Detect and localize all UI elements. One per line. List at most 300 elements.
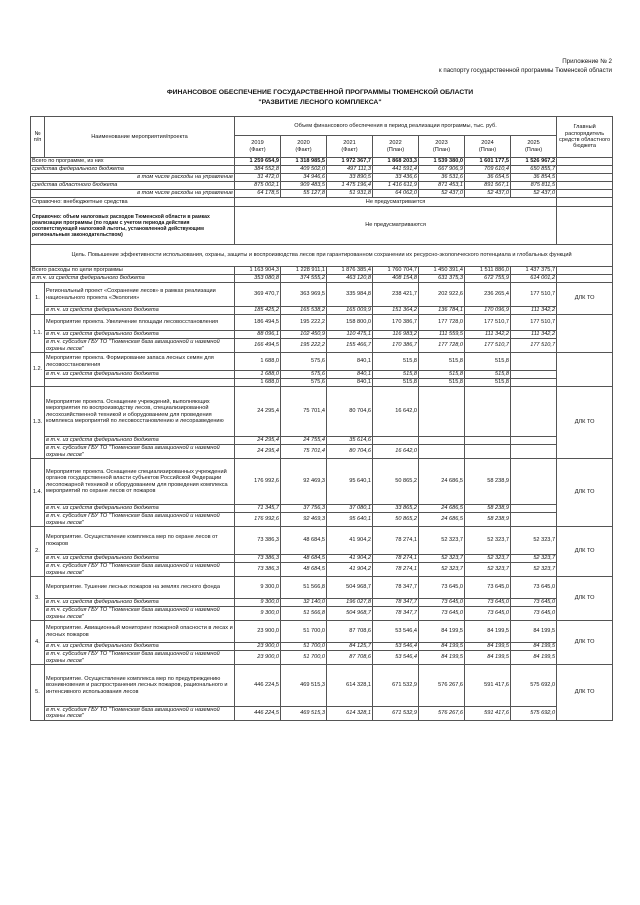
value-cell: 1 437 375,7 <box>511 267 557 275</box>
admin-cell <box>557 267 613 275</box>
value-cell: 1 688,0 <box>235 353 281 371</box>
value-cell: 51 566,8 <box>281 577 327 599</box>
value-cell: 236 265,4 <box>465 283 511 307</box>
item-row <box>31 555 613 563</box>
value-cell: 515,8 <box>465 371 511 379</box>
value-cell: 176 992,6 <box>235 513 281 527</box>
value-cell: 71 345,7 <box>235 505 281 513</box>
value-cell: 75 701,4 <box>281 387 327 437</box>
value-cell: 116 983,2 <box>373 331 419 339</box>
value-cell: 78 274,1 <box>373 527 419 555</box>
value-cell: 110 475,1 <box>327 331 373 339</box>
item-row <box>31 563 613 577</box>
value-cell: 671 532,9 <box>373 665 419 707</box>
year-kind: (Факт) <box>341 146 358 153</box>
value-cell: 671 532,9 <box>373 707 419 721</box>
value-cell: 195 222,2 <box>281 339 327 353</box>
value-cell: 591 417,6 <box>465 665 511 707</box>
value-cell: 78 274,1 <box>373 555 419 563</box>
value-cell: 469 515,3 <box>281 707 327 721</box>
value-cell <box>511 445 557 459</box>
value-cell: 73 645,0 <box>465 577 511 599</box>
value-cell: 1 760 704,7 <box>373 267 419 275</box>
value-cell: 177 728,0 <box>419 339 465 353</box>
value-cell: 48 684,5 <box>281 555 327 563</box>
financing-table <box>30 116 613 721</box>
header-name: Наименование мероприятия/проекта <box>45 117 235 158</box>
value-cell: 515,8 <box>419 379 465 387</box>
value-cell <box>419 437 465 445</box>
admin-cell <box>557 166 613 174</box>
value-cell: 32 140,0 <box>281 599 327 607</box>
value-cell: 515,8 <box>465 353 511 371</box>
summary-row <box>31 166 613 174</box>
value-cell: 24 686,5 <box>419 513 465 527</box>
value-cell: 238 421,7 <box>373 283 419 307</box>
title-line-1: ФИНАНСОВОЕ ОБЕСПЕЧЕНИЕ ГОСУДАРСТВЕННОЙ ПРОГРАММЫ ТЮМЕНСКОЙ ОБЛАСТИ <box>166 89 474 96</box>
value-cell: 155 466,7 <box>327 339 373 353</box>
value-cell: 1 318 985,5 <box>281 158 327 166</box>
value-cell: 48 684,5 <box>281 527 327 555</box>
item-admin: ДЛК ТО <box>557 459 613 527</box>
item-row <box>31 651 613 665</box>
summary-row <box>31 267 613 275</box>
value-cell: 84 199,5 <box>465 643 511 651</box>
value-cell: 73 645,0 <box>511 577 557 599</box>
item-label: в т.ч. субсидия ГБУ ТО "Тюменская база авиационной и наземной охраны лесов" <box>45 445 235 459</box>
value-cell: 52 323,7 <box>465 563 511 577</box>
value-cell: 23 900,0 <box>235 621 281 643</box>
value-cell: 165 009,9 <box>327 307 373 315</box>
item-row <box>31 353 613 371</box>
value-cell: 51 700,0 <box>281 651 327 665</box>
year-kind: (Факт) <box>295 146 312 153</box>
item-label: в т.ч. из средств федерального бюджета <box>45 331 235 339</box>
header-number: № п/п <box>31 117 45 158</box>
value-cell: 41 904,2 <box>327 555 373 563</box>
value-cell: 80 704,6 <box>327 387 373 437</box>
value-cell: 166 494,5 <box>235 339 281 353</box>
value-cell: 58 238,9 <box>465 459 511 505</box>
value-cell: 709 610,4 <box>465 166 511 174</box>
item-admin: ДЛК ТО <box>557 621 613 665</box>
value-cell: 41 904,2 <box>327 527 373 555</box>
item-number: 1.4. <box>31 459 45 527</box>
item-label: Региональный проект «Сохранение лесов» в рамках реализации национального проекта «Экология» <box>45 283 235 307</box>
item-label: в т.ч. субсидия ГБУ ТО "Тюменская база авиационной и наземной охраны лесов" <box>45 563 235 577</box>
item-row <box>31 445 613 459</box>
value-cell: 177 728,0 <box>419 315 465 331</box>
item-row <box>31 513 613 527</box>
value-cell: 84 199,5 <box>511 621 557 643</box>
year-value: 2022 <box>389 140 402 147</box>
value-cell: 24 295,4 <box>235 387 281 437</box>
value-cell: 575 692,0 <box>511 707 557 721</box>
item-label: Мероприятие. Авиационный мониторинг пожарной опасности в лесах и лесных пожаров <box>45 621 235 643</box>
goal-row <box>31 245 613 267</box>
item-row <box>31 331 613 339</box>
header-year-2020 <box>281 136 327 158</box>
document-title <box>0 88 640 107</box>
value-cell: 575,6 <box>281 371 327 379</box>
value-cell: 614 328,1 <box>327 707 373 721</box>
value-cell: 24 755,4 <box>281 437 327 445</box>
value-cell <box>465 387 511 437</box>
value-cell: 84 199,5 <box>511 643 557 651</box>
value-cell: 650 855,7 <box>511 166 557 174</box>
header-year-2025 <box>511 136 557 158</box>
value-cell: 41 904,2 <box>327 563 373 577</box>
year-value: 2021 <box>343 140 356 147</box>
item-number: 1. <box>31 283 45 315</box>
value-cell: 84 199,5 <box>465 651 511 665</box>
header-volume: Объем финансового обеспечения в период реализации программы, тыс. руб. <box>235 117 557 136</box>
value-cell: 363 969,5 <box>281 283 327 307</box>
value-cell: 16 642,0 <box>373 387 419 437</box>
value-cell: 31 472,0 <box>235 174 281 182</box>
value-cell: 111 342,2 <box>465 331 511 339</box>
admin-cell <box>557 182 613 190</box>
value-cell: 1 601 177,5 <box>465 158 511 166</box>
value-cell <box>511 379 557 387</box>
item-row <box>31 599 613 607</box>
value-cell: 73 386,3 <box>235 555 281 563</box>
value-cell: 52 437,0 <box>465 190 511 198</box>
value-cell: 52 437,0 <box>419 190 465 198</box>
value-cell: 515,8 <box>373 371 419 379</box>
item-row <box>31 387 613 437</box>
item-number: 3. <box>31 577 45 621</box>
value-cell: 374 555,2 <box>281 275 327 283</box>
value-cell: 88 096,1 <box>235 331 281 339</box>
value-cell: 463 120,8 <box>327 275 373 283</box>
value-cell: 170 096,9 <box>465 307 511 315</box>
value-cell: 37 756,3 <box>281 505 327 513</box>
value-cell: 33 865,2 <box>373 505 419 513</box>
year-kind: (План) <box>478 146 497 153</box>
reference-row <box>31 198 613 207</box>
item-admin <box>557 315 613 353</box>
row-label: средства областного бюджета <box>31 182 235 190</box>
item-admin: ДЛК ТО <box>557 665 613 721</box>
reference-value: Не предусматривается <box>235 198 557 207</box>
value-cell: 875 811,5 <box>511 182 557 190</box>
item-label: в т.ч. субсидия ГБУ ТО "Тюменская база авиационной и наземной охраны лесов" <box>45 513 235 527</box>
item-label: в т.ч. из средств федерального бюджета <box>45 555 235 563</box>
value-cell: 515,8 <box>419 353 465 371</box>
item-admin <box>557 353 613 387</box>
value-cell <box>511 371 557 379</box>
value-cell: 73 645,0 <box>511 607 557 621</box>
value-cell: 504 968,7 <box>327 607 373 621</box>
item-label: в т.ч. субсидия ГБУ ТО "Тюменская база авиационной и наземной охраны лесов" <box>45 607 235 621</box>
item-row <box>31 643 613 651</box>
item-number: 5. <box>31 665 45 721</box>
value-cell: 36 531,6 <box>419 174 465 182</box>
item-label: в т.ч. субсидия ГБУ ТО "Тюменская база авиационной и наземной охраны лесов" <box>45 339 235 353</box>
value-cell: 170 386,7 <box>373 339 419 353</box>
value-cell: 177 510,7 <box>511 315 557 331</box>
value-cell: 871 453,1 <box>419 182 465 190</box>
summary-row <box>31 158 613 166</box>
title-line-2: "РАЗВИТИЕ ЛЕСНОГО КОМПЛЕКСА" <box>258 98 382 106</box>
value-cell: 84 199,5 <box>511 651 557 665</box>
value-cell: 469 515,3 <box>281 665 327 707</box>
value-cell: 1 259 654,9 <box>235 158 281 166</box>
value-cell <box>511 387 557 437</box>
summary-row <box>31 190 613 198</box>
value-cell: 53 546,4 <box>373 621 419 643</box>
value-cell: 52 323,7 <box>419 555 465 563</box>
item-row <box>31 607 613 621</box>
value-cell: 840,1 <box>327 371 373 379</box>
item-row <box>31 307 613 315</box>
value-cell: 177 510,7 <box>465 339 511 353</box>
value-cell: 111 342,2 <box>511 307 557 315</box>
value-cell: 891 567,1 <box>465 182 511 190</box>
value-cell <box>511 353 557 371</box>
value-cell: 196 027,8 <box>327 599 373 607</box>
item-label: в т.ч. из средств федерального бюджета <box>45 437 235 445</box>
item-row <box>31 665 613 707</box>
summary-row <box>31 174 613 182</box>
value-cell: 52 323,7 <box>511 555 557 563</box>
item-admin: ДЛК ТО <box>557 387 613 459</box>
value-cell: 87 708,6 <box>327 651 373 665</box>
value-cell: 9 300,0 <box>235 607 281 621</box>
value-cell: 840,1 <box>327 353 373 371</box>
value-cell: 64 062,0 <box>373 190 419 198</box>
value-cell: 1 450 391,4 <box>419 267 465 275</box>
item-number: 1.3. <box>31 387 45 459</box>
value-cell: 576 267,6 <box>419 707 465 721</box>
value-cell <box>465 445 511 459</box>
value-cell: 441 591,4 <box>373 166 419 174</box>
row-label: Всего по программе, из них <box>31 158 235 166</box>
header-year-2022 <box>373 136 419 158</box>
summary-row <box>31 275 613 283</box>
value-cell: 73 645,0 <box>511 599 557 607</box>
value-cell: 51 566,8 <box>281 607 327 621</box>
item-admin: ДЛК ТО <box>557 577 613 621</box>
item-row <box>31 339 613 353</box>
value-cell: 78 347,7 <box>373 577 419 599</box>
value-cell: 576 267,6 <box>419 665 465 707</box>
value-cell: 75 701,4 <box>281 445 327 459</box>
item-label: Мероприятие проекта. Увеличение площади лесовосстановления <box>45 315 235 331</box>
year-value: 2019 <box>251 140 264 147</box>
header-year-2023 <box>419 136 465 158</box>
value-cell: 80 704,6 <box>327 445 373 459</box>
value-cell: 177 510,7 <box>511 283 557 307</box>
value-cell: 84 199,5 <box>465 621 511 643</box>
value-cell: 186 494,5 <box>235 315 281 331</box>
value-cell: 24 295,4 <box>235 445 281 459</box>
value-cell: 631 375,3 <box>419 275 465 283</box>
item-label: Мероприятие проекта. Оснащение учреждений, выполняющих мероприятия по воспроизводству лесов, специализированной лесохозяйственной техникой и оборудованием для проведения комплекса мероприятий по лесовосстановлению и лесоразведению <box>45 387 235 437</box>
header-admin: Главный распорядитель средств областного бюджета <box>557 117 613 158</box>
value-cell: 158 800,0 <box>327 315 373 331</box>
value-cell <box>419 445 465 459</box>
value-cell: 497 111,3 <box>327 166 373 174</box>
value-cell: 37 080,1 <box>327 505 373 513</box>
value-cell: 1 228 911,1 <box>281 267 327 275</box>
value-cell: 1 972 367,7 <box>327 158 373 166</box>
value-cell: 36 854,5 <box>511 174 557 182</box>
year-kind: (План) <box>386 146 405 153</box>
value-cell: 52 323,7 <box>419 527 465 555</box>
value-cell: 170 386,7 <box>373 315 419 331</box>
value-cell: 909 483,5 <box>281 182 327 190</box>
value-cell: 73 645,0 <box>465 607 511 621</box>
row-label: в том числе расходы на управление <box>31 190 235 198</box>
year-kind: (План) <box>432 146 451 153</box>
value-cell: 176 992,6 <box>235 459 281 505</box>
value-cell: 409 502,0 <box>281 166 327 174</box>
item-label: Мероприятие проекта. Формирование запаса лесных семян для лесовосстановления <box>45 353 235 371</box>
item-label: в т.ч. из средств федерального бюджета <box>45 643 235 651</box>
value-cell: 840,1 <box>327 379 373 387</box>
value-cell: 591 417,6 <box>465 707 511 721</box>
item-admin: ДЛК ТО <box>557 527 613 577</box>
value-cell: 16 642,0 <box>373 445 419 459</box>
admin-cell <box>557 207 613 245</box>
value-cell: 515,8 <box>373 379 419 387</box>
value-cell: 1 688,0 <box>235 371 281 379</box>
item-number: 4. <box>31 621 45 665</box>
item-admin: ДЛК ТО <box>557 283 613 315</box>
value-cell: 73 645,0 <box>419 577 465 599</box>
value-cell <box>511 437 557 445</box>
value-cell: 48 684,5 <box>281 563 327 577</box>
appendix-reference: к паспорту государственной программы Тюменской области <box>438 66 612 74</box>
value-cell: 52 323,7 <box>465 527 511 555</box>
item-label: в т.ч. субсидия ГБУ ТО "Тюменская база авиационной и наземной охраны лесов" <box>45 651 235 665</box>
value-cell: 53 546,4 <box>373 651 419 665</box>
item-label <box>45 379 235 387</box>
value-cell: 92 469,3 <box>281 459 327 505</box>
value-cell: 614 328,1 <box>327 665 373 707</box>
value-cell <box>465 437 511 445</box>
value-cell: 384 552,8 <box>235 166 281 174</box>
value-cell: 50 865,2 <box>373 513 419 527</box>
value-cell: 24 686,5 <box>419 505 465 513</box>
row-label: Справочно: объем налоговых расходов Тюменской области в рамках реализации программы (по годам с учетом периода действия соответствующей налоговой льготы, установленной действующим региональным законодательством) <box>31 207 235 245</box>
row-label: средства федерального бюджета <box>31 166 235 174</box>
item-number: 1.1. <box>31 315 45 353</box>
value-cell: 58 238,9 <box>465 505 511 513</box>
value-cell: 9 300,0 <box>235 599 281 607</box>
value-cell: 33 890,5 <box>327 174 373 182</box>
value-cell: 73 645,0 <box>419 607 465 621</box>
value-cell: 202 922,6 <box>419 283 465 307</box>
admin-cell <box>557 190 613 198</box>
tax-row <box>31 207 613 245</box>
value-cell <box>511 505 557 513</box>
value-cell: 78 347,7 <box>373 607 419 621</box>
value-cell: 23 900,0 <box>235 651 281 665</box>
value-cell: 177 510,7 <box>511 339 557 353</box>
value-cell: 84 199,5 <box>419 643 465 651</box>
value-cell: 875 002,1 <box>235 182 281 190</box>
value-cell: 73 386,3 <box>235 527 281 555</box>
value-cell: 136 784,1 <box>419 307 465 315</box>
value-cell: 51 700,0 <box>281 643 327 651</box>
value-cell: 1 876 385,4 <box>327 267 373 275</box>
value-cell: 52 323,7 <box>511 527 557 555</box>
value-cell: 1 416 611,9 <box>373 182 419 190</box>
value-cell: 24 295,4 <box>235 437 281 445</box>
item-row <box>31 379 613 387</box>
header-year-2021 <box>327 136 373 158</box>
value-cell: 35 614,6 <box>327 437 373 445</box>
row-label: в том числе расходы на управление <box>31 174 235 182</box>
value-cell: 408 154,8 <box>373 275 419 283</box>
value-cell: 78 274,1 <box>373 563 419 577</box>
value-cell: 1 163 904,3 <box>235 267 281 275</box>
value-cell: 151 364,2 <box>373 307 419 315</box>
item-row <box>31 437 613 445</box>
goal-text: Цель. Повышение эффективности использования, охраны, защиты и воспроизводства лесов при гарантированном сохранении их ресурсно-экологического потенциала и глобальных функций <box>31 245 613 267</box>
item-row <box>31 527 613 555</box>
value-cell: 335 984,8 <box>327 283 373 307</box>
admin-cell <box>557 158 613 166</box>
value-cell: 575,6 <box>281 379 327 387</box>
item-row <box>31 315 613 331</box>
row-label: Справочно: внебюджетные средства <box>31 198 235 207</box>
value-cell: 84 199,5 <box>419 651 465 665</box>
value-cell: 515,8 <box>419 371 465 379</box>
value-cell: 446 224,5 <box>235 665 281 707</box>
value-cell <box>419 387 465 437</box>
value-cell: 1 868 203,3 <box>373 158 419 166</box>
value-cell: 50 865,2 <box>373 459 419 505</box>
value-cell: 102 450,9 <box>281 331 327 339</box>
value-cell: 446 224,5 <box>235 707 281 721</box>
value-cell: 95 640,1 <box>327 459 373 505</box>
value-cell: 575,6 <box>281 353 327 371</box>
value-cell <box>373 437 419 445</box>
summary-row <box>31 182 613 190</box>
value-cell: 52 323,7 <box>465 555 511 563</box>
item-row <box>31 459 613 505</box>
item-row <box>31 707 613 721</box>
value-cell: 24 686,5 <box>419 459 465 505</box>
year-kind: (План) <box>524 146 543 153</box>
admin-cell <box>557 275 613 283</box>
item-label: в т.ч. из средств федерального бюджета <box>45 371 235 379</box>
year-value: 2020 <box>297 140 310 147</box>
value-cell: 84 125,7 <box>327 643 373 651</box>
value-cell: 575 692,0 <box>511 665 557 707</box>
value-cell: 87 708,6 <box>327 621 373 643</box>
value-cell: 64 178,5 <box>235 190 281 198</box>
value-cell: 185 425,2 <box>235 307 281 315</box>
value-cell: 58 238,9 <box>465 513 511 527</box>
value-cell: 78 347,7 <box>373 599 419 607</box>
value-cell: 1 526 967,2 <box>511 158 557 166</box>
value-cell <box>511 459 557 505</box>
value-cell: 52 437,0 <box>511 190 557 198</box>
value-cell: 1 539 380,0 <box>419 158 465 166</box>
value-cell: 84 199,5 <box>419 621 465 643</box>
item-row <box>31 371 613 379</box>
item-label: в т.ч. субсидия ГБУ ТО "Тюменская база авиационной и наземной охраны лесов" <box>45 707 235 721</box>
value-cell: 111 342,2 <box>511 331 557 339</box>
header-year-2024 <box>465 136 511 158</box>
value-cell: 36 654,5 <box>465 174 511 182</box>
item-row <box>31 621 613 643</box>
